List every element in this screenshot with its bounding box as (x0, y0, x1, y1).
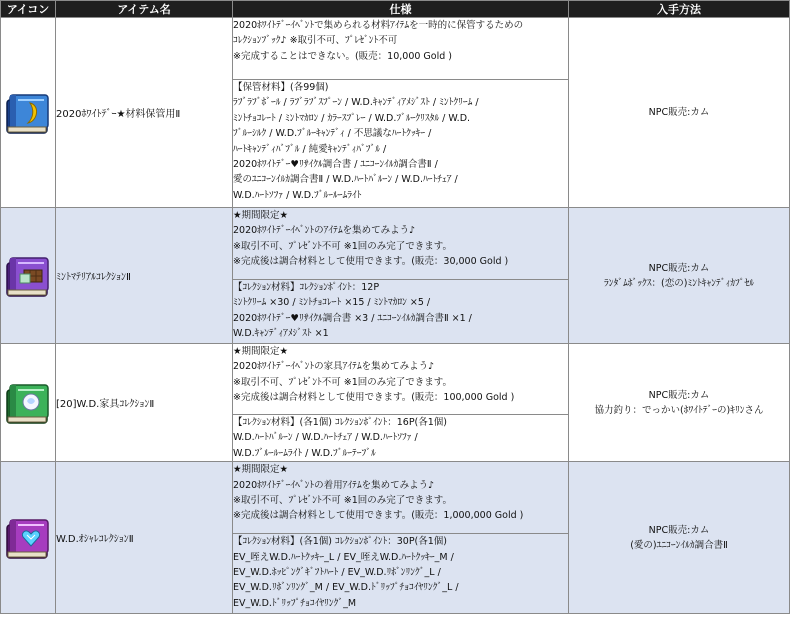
spec-line: 【ｺﾚｸｼｮﾝ材料】(各1個) ｺﾚｸｼｮﾝﾎﾟｲﾝﾄ：30P(各1個) (233, 536, 448, 548)
spec-line: EV_咥えW.D.ﾊｰﾄｸｯｷｰ_L / EV_咥えW.D.ﾊｰﾄｸｯｷｰ_M / (233, 551, 454, 563)
spec-line: ※完成することはできない。(販売：10,000 Gold ) (233, 50, 452, 62)
item-icon-cell (1, 18, 56, 208)
spec-line: W.D.ｷｬﾝﾃﾞｨｱﾒｼﾞｽﾄ ×1 (233, 328, 329, 340)
item-name: 2020ﾎﾜｲﾄﾃﾞｰ★材料保管用Ⅱ (56, 18, 233, 208)
header-spec: 仕様 (233, 1, 569, 18)
spec-line: ★期間限定★ (233, 464, 289, 476)
table-header-row (1, 1, 790, 18)
spec-line: ★期間限定★ (233, 210, 289, 221)
item-source (569, 344, 790, 462)
item-spec-description (233, 18, 569, 80)
source-line: (愛の)ﾕﾆｺｰﾝｲﾙｶ調合書Ⅱ (630, 539, 728, 551)
table-row (1, 18, 790, 80)
item-spec-materials (233, 280, 569, 344)
spec-line: ※取引不可、ﾌﾟﾚｾﾞﾝﾄ不可 ※1回のみ完了できます。 (233, 495, 452, 507)
table-row (1, 462, 790, 534)
spec-line: ﾐﾝﾄﾁｮｺﾚｰﾄ / ﾐﾝﾄﾏｶﾛﾝ / ｶﾗｰｽﾌﾟﾚｰ / W.D.ﾌﾞﾙｰｸﾘｽﾀﾙ / W.D. (233, 112, 471, 124)
item-icon-cell (1, 208, 56, 344)
item-name: ﾐﾝﾄﾏﾃﾘｱﾙｺﾚｸｼｮﾝⅡ (56, 208, 233, 344)
spec-line: ※完成後は調合材料として使用できます。(販売：30,000 Gold ) (233, 256, 509, 268)
source-line: 協力釣り：でっかい(ﾎﾜｲﾄﾃﾞｰの)ｷﾘﾝさん (594, 404, 764, 416)
spec-line: 愛のﾕﾆｺｰﾝｲﾙｶ調合書Ⅱ / W.D.ﾊｰﾄﾊﾞﾙｰﾝ / W.D.ﾊｰﾄﾁｪｱ / (233, 174, 458, 186)
spec-line: ★期間限定★ (233, 346, 289, 357)
spec-line: EV_W.D.ﾘﾎﾞﾝﾘﾝｸﾞ_M / EV_W.D.ﾄﾞﾘｯﾌﾟﾁｮｺｲﾔﾘﾝｸﾞ_L / (233, 582, 459, 594)
item-spec-description (233, 344, 569, 415)
spec-line: 2020ﾎﾜｲﾄﾃﾞｰｲﾍﾞﾝﾄで集められる材料ｱｲﾃﾑを一時的に保管するための (233, 20, 524, 31)
source-line: NPC販売:カム (648, 107, 710, 118)
item-spec-materials (233, 80, 569, 208)
source-line: NPC販売:カム (648, 524, 710, 536)
spec-line: W.D.ﾊｰﾄﾊﾞﾙｰﾝ / W.D.ﾊｰﾄﾁｪｱ / W.D.ﾊｰﾄｿﾌｧ / (233, 432, 418, 444)
spec-line: ﾌﾞﾙｰｼﾙｸ / W.D.ﾌﾞﾙｰｷｬﾝﾃﾞｨ / 不思議なﾊｰﾄｸｯｷｰ / (233, 128, 432, 140)
spec-line: 2020ﾎﾜｲﾄﾃﾞｰ♥ﾘｻｲｸﾙ調合書 ×3 / ﾕﾆｺｰﾝｲﾙｶ調合書Ⅱ ×1 / (233, 312, 472, 324)
item-spec-materials (233, 534, 569, 614)
spec-line: ※完成後は調合材料として使用できます。(販売：100,000 Gold ) (233, 392, 515, 404)
spec-line: ｺﾚｸｼｮﾝﾌﾞｯｸ♪ ※取引不可、ﾌﾟﾚｾﾞﾝﾄ不可 (233, 35, 398, 47)
item-spec-description (233, 208, 569, 280)
item-source (569, 18, 790, 208)
spec-line: 【ｺﾚｸｼｮﾝ材料】(各1個) ｺﾚｸｼｮﾝﾎﾟｲﾝﾄ：16P(各1個) (233, 417, 448, 428)
item-spec-description (233, 462, 569, 534)
spec-line: 2020ﾎﾜｲﾄﾃﾞｰｲﾍﾞﾝﾄのｱｲﾃﾑを集めてみよう♪ (233, 225, 416, 237)
spec-line: EV_W.D.ﾄﾞﾘｯﾌﾟﾁｮｺｲﾔﾘﾝｸﾞ_M (233, 597, 357, 609)
spec-line: W.D.ﾊｰﾄｿﾌｧ / W.D.ﾌﾞﾙｰﾙｰﾑﾗｲﾄ (233, 189, 362, 201)
blue-book-ribbon-icon (4, 89, 52, 137)
header-source: 入手方法 (569, 1, 790, 18)
spec-line: ﾐﾝﾄｸﾘｰﾑ ×30 / ﾐﾝﾄﾁｮｺﾚｰﾄ ×15 / ﾐﾝﾄﾏｶﾛﾝ ×5 / (233, 297, 431, 309)
header-item-name: アイテム名 (56, 1, 233, 18)
spec-line: 2020ﾎﾜｲﾄﾃﾞｰ♥ﾘｻｲｸﾙ調合書 / ﾕﾆｺｰﾝｲﾙｶ調合書Ⅱ / (233, 159, 438, 171)
item-source (569, 208, 790, 344)
spec-line: 【ｺﾚｸｼｮﾝ材料】ｺﾚｸｼｮﾝﾎﾟｲﾝﾄ：12P (233, 282, 380, 293)
spec-line: ﾗﾌﾞﾗﾌﾞﾎﾞｰﾙ / ﾗﾌﾞﾗﾌﾞｽﾌﾟｰﾝ / W.D.ｷｬﾝﾃﾞｨｱﾒｼﾞｽﾄ / ﾐﾝﾄｸﾘｰﾑ / (233, 97, 479, 109)
spec-line: W.D.ﾌﾞﾙｰﾙｰﾑﾗｲﾄ / W.D.ﾌﾞﾙｰﾃｰﾌﾞﾙ (233, 447, 376, 459)
item-icon-cell (1, 344, 56, 462)
item-source (569, 462, 790, 614)
spec-line: 【保管材料】(各99個) (233, 82, 329, 93)
item-icon-cell (1, 462, 56, 614)
spec-line: EV_W.D.ﾎｯﾋﾟﾝｸﾞｷﾞﾌﾄﾊｰﾄ / EV_W.D.ﾘﾎﾞﾝﾘﾝｸﾞ_L / (233, 567, 441, 579)
header-icon: アイコン (1, 1, 56, 18)
spec-line: 2020ﾎﾜｲﾄﾃﾞｰｲﾍﾞﾝﾄの着用ｱｲﾃﾑを集めてみよう♪ (233, 479, 435, 491)
spec-line: ※取引不可、ﾌﾟﾚｾﾞﾝﾄ不可 ※1回のみ完了できます。 (233, 376, 452, 388)
source-line: NPC販売:カム (648, 262, 710, 274)
source-line: NPC販売:カム (648, 389, 710, 401)
spec-line: ※取引不可、ﾌﾟﾚｾﾞﾝﾄ不可 ※1回のみ完了できます。 (233, 240, 452, 252)
spec-line: ﾊｰﾄｷｬﾝﾃﾞｨﾊﾞﾌﾞﾙ / 純愛ｷｬﾝﾃﾞｨﾊﾞﾌﾞﾙ / (233, 143, 387, 155)
source-line: ﾗﾝﾀﾞﾑﾎﾞｯｸｽ：(恋の)ﾐﾝﾄｷｬﾝﾃﾞｨｶﾌﾟｾﾙ (604, 277, 754, 289)
table-row (1, 344, 790, 415)
purple-book-chocolate-icon (4, 252, 52, 300)
purple-book-heart-gem-icon (4, 514, 52, 562)
green-book-furniture-icon (4, 379, 52, 427)
item-name: W.D.ｵｼｬﾚｺﾚｸｼｮﾝⅡ (56, 462, 233, 614)
item-name: [20]W.D.家具ｺﾚｸｼｮﾝⅡ (56, 344, 233, 462)
spec-line: ※完成後は調合材料として使用できます。(販売：1,000,000 Gold ) (233, 510, 524, 522)
spec-line: 2020ﾎﾜｲﾄﾃﾞｰｲﾍﾞﾝﾄの家具ｱｲﾃﾑを集めてみよう♪ (233, 361, 435, 373)
item-spec-materials (233, 415, 569, 462)
table-row (1, 208, 790, 280)
